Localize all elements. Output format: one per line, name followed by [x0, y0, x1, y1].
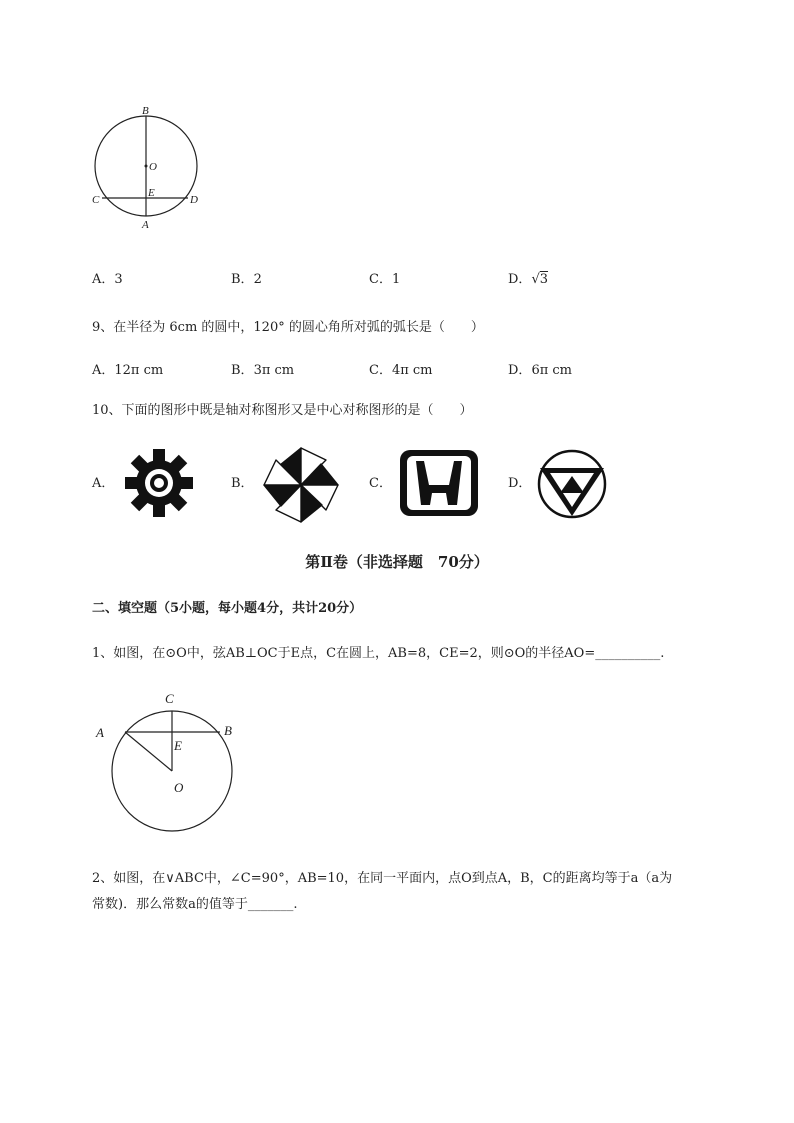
- q10-option-d-letter: D．: [508, 476, 532, 491]
- label-c: C: [165, 691, 174, 706]
- q8-option-a: [92, 272, 123, 288]
- q10-option-a-letter: A．: [92, 476, 115, 491]
- q10-option-c-letter: C．: [369, 476, 392, 491]
- q10-stem: 10、下面的图形中既是轴对称图形又是中心对称图形的是（ ）: [92, 403, 473, 418]
- section-title: 第Ⅱ卷（非选择题 70分）: [305, 553, 489, 571]
- figure-circle-chord-cd: [80, 100, 210, 235]
- segment-ao: [125, 732, 172, 771]
- option-value: 4π cm: [391, 363, 433, 378]
- option-value: 6π cm: [531, 363, 572, 378]
- option-value: 3: [539, 272, 549, 287]
- fill2-question-line1: 2、如图，在∨ABC中，∠C=90°，AB=10，在同一平面内，点O到点A，B，C的距离均等于a（a为: [92, 871, 673, 886]
- q10-option-b-letter: B．: [231, 476, 254, 491]
- option-letter: C．: [369, 363, 392, 378]
- option-value: 3π cm: [253, 363, 295, 378]
- option-letter: D．: [508, 363, 532, 378]
- label-b: B: [224, 723, 232, 738]
- label-c: C: [92, 194, 100, 206]
- fill-in-heading: 二、填空题（5小题，每小题4分，共计20分）: [92, 601, 363, 616]
- fill1-question: 1、如图，在⊙O中，弦AB⊥OC于E点，C在圆上，AB=8，CE=2，则⊙O的半径AO=__________.: [92, 646, 665, 661]
- center-point: [145, 165, 148, 168]
- option-value: 12π cm: [114, 363, 164, 378]
- option-letter: B．: [231, 363, 254, 378]
- q9-option-b: [231, 363, 294, 379]
- option-letter: A．: [92, 272, 115, 287]
- label-o: O: [149, 161, 157, 173]
- fill2-question-line2: 常数)．那么常数a的值等于_______.: [92, 897, 298, 912]
- q8-option-b: [231, 272, 262, 288]
- sqrt-icon: √: [531, 272, 540, 287]
- option-value: 1: [391, 272, 401, 287]
- option-letter: C．: [369, 272, 392, 287]
- figure-circle-chord-ab: [90, 688, 250, 836]
- label-o: O: [174, 780, 184, 795]
- label-b: B: [142, 105, 149, 117]
- option-letter: D．: [508, 272, 532, 287]
- option-letter: A．: [92, 363, 115, 378]
- q8-option-c: [369, 272, 400, 288]
- option-value: 2: [253, 272, 262, 287]
- q9-option-a: [92, 363, 163, 379]
- honda-logo-icon: [399, 449, 479, 517]
- q9-option-d: [508, 363, 572, 379]
- label-e: E: [148, 187, 155, 199]
- option-letter: B．: [231, 272, 254, 287]
- gear-icon: [124, 448, 194, 518]
- q9-option-c: [369, 363, 433, 379]
- label-a: A: [96, 725, 104, 740]
- label-d: D: [190, 194, 198, 206]
- q9-stem: 9、在半径为 6cm 的圆中，120° 的圆心角所对弧的弧长是（ ）: [92, 320, 484, 335]
- option-value: 3: [114, 272, 123, 287]
- triangle-in-circle-icon: [537, 449, 607, 519]
- label-e: E: [174, 738, 182, 753]
- pinwheel-icon: [260, 444, 342, 526]
- q8-option-d: [508, 272, 548, 288]
- label-a: A: [142, 219, 149, 231]
